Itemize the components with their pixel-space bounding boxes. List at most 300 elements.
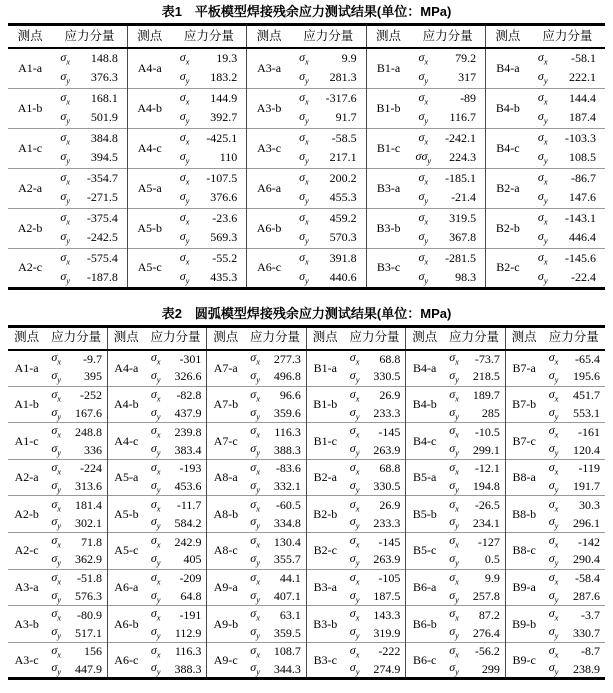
sigma-x-label: [344, 569, 366, 587]
sigma-x-label: [443, 532, 465, 550]
sigma-x-label-sub: x: [455, 649, 459, 660]
sigma-y-label-base: σ: [449, 587, 456, 602]
sigma-y-value: 453.6: [174, 479, 202, 494]
sigma-y-label-base: σ: [179, 69, 186, 84]
sigma-x-value: 200.2: [317, 168, 366, 188]
sigma-x-label: [145, 642, 167, 660]
sigma-y-label: [291, 68, 317, 88]
sigma-y-label-sub: y: [424, 195, 429, 206]
sigma-x-label: [443, 350, 465, 368]
sigma-x-value: 156: [67, 642, 107, 660]
sigma-y-label-base: σ: [51, 514, 58, 529]
sigma-x-value: -89: [436, 88, 485, 108]
sigma-x-label-base: σ: [537, 129, 544, 144]
sigma-y-value: 376.3: [90, 70, 118, 85]
sigma-y-label-sub: y: [305, 274, 309, 285]
sigma-x-label: [410, 208, 436, 228]
sigma-y-label-base: σσ: [415, 149, 428, 164]
sigma-x-label-sub: x: [305, 175, 309, 186]
sigma-x-label-sub: x: [256, 649, 260, 660]
sigma-y-label-sub: y: [355, 666, 360, 677]
sigma-x-label-base: σ: [537, 249, 544, 264]
sigma-y-label-sub: y: [554, 520, 559, 531]
sigma-y-label-sub: y: [554, 447, 559, 458]
sigma-x-value: -65.4: [575, 351, 600, 366]
sigma-y-label-base: σ: [548, 441, 555, 456]
sigma-x-label-base: σ: [60, 129, 67, 144]
column-header-point: 测点: [107, 326, 144, 350]
sigma-y-value: 276.4: [472, 625, 500, 640]
sigma-y-label-sub: y: [543, 155, 548, 166]
sigma-x-value: 26.9: [366, 496, 406, 514]
sigma-y-value: 195.6: [573, 369, 600, 384]
sigma-y-label: [145, 441, 167, 459]
measurement-point: A3-b: [247, 88, 291, 128]
sigma-x-label-sub: x: [543, 175, 548, 186]
sigma-y-label-base: σ: [60, 229, 67, 244]
sigma-y-value: 64.8: [180, 588, 202, 603]
sigma-x-label: [443, 569, 465, 587]
sigma-x-label: [291, 248, 317, 268]
sigma-x-label: [52, 208, 78, 228]
sigma-x-label-base: σ: [60, 249, 67, 264]
sigma-x-label-base: σ: [548, 386, 555, 401]
sigma-y-value: 359.5: [273, 625, 301, 640]
sigma-y-label: [244, 404, 266, 422]
sigma-y-label-base: σ: [250, 514, 257, 529]
sigma-y-label-base: σ: [449, 368, 456, 383]
sigma-y-value: 317: [458, 70, 477, 85]
sigma-x-label-sub: x: [57, 612, 62, 623]
sigma-x-label: [172, 128, 198, 148]
measurement-point: B4-b: [406, 386, 443, 423]
measurement-point: B1-c: [306, 423, 343, 460]
sigma-y-label-base: σ: [299, 69, 306, 84]
sigma-x-label: [172, 88, 198, 108]
sigma-x-label-base: σ: [51, 606, 58, 621]
sigma-y-value: -242.5: [86, 230, 118, 245]
sigma-x-value: -191: [167, 606, 207, 624]
sigma-x-label-sub: x: [256, 429, 260, 440]
sigma-y-label-base: σ: [250, 368, 257, 383]
sigma-y-label-base: σ: [150, 660, 157, 675]
measurement-point: B1-c: [366, 128, 410, 168]
sigma-y-value: 319.9: [373, 625, 401, 640]
sigma-x-label-base: σ: [150, 350, 157, 365]
sigma-y-label-sub: y: [57, 447, 62, 458]
sigma-x-label-base: σ: [449, 423, 456, 438]
sigma-x-label: [45, 532, 67, 550]
sigma-y-label: [172, 148, 198, 168]
sigma-y-label-sub: y: [305, 195, 309, 206]
sigma-x-label-base: σ: [299, 249, 306, 264]
column-header-point: 测点: [8, 25, 52, 49]
sigma-x-label: [344, 532, 366, 550]
measurement-point: B9-a: [505, 569, 542, 606]
sigma-y-label-sub: y: [455, 484, 459, 495]
sigma-x-label-sub: x: [424, 255, 429, 266]
sigma-x-label: [344, 386, 366, 404]
sigma-x-label: [443, 423, 465, 441]
sigma-x-label-base: σ: [51, 460, 58, 475]
sigma-y-value: 91.7: [335, 110, 357, 125]
sigma-y-label-base: σ: [349, 477, 356, 492]
sigma-y-label-sub: y: [66, 274, 71, 285]
sigma-x-label: [45, 606, 67, 624]
sigma-y-label: [543, 624, 565, 642]
sigma-x-value: -222: [366, 642, 406, 660]
sigma-x-label-sub: x: [424, 95, 429, 106]
sigma-x-label: [145, 496, 167, 514]
sigma-x-label-sub: x: [305, 95, 309, 106]
sigma-x-label-base: σ: [349, 386, 356, 401]
sigma-y-value: 334.8: [273, 515, 301, 530]
sigma-y-value: 302.1: [74, 515, 102, 530]
sigma-x-label: [443, 459, 465, 477]
sigma-y-label-sub: y: [156, 484, 161, 495]
sigma-y-label: [172, 108, 198, 128]
sigma-y-label: [410, 108, 436, 128]
sigma-x-value: -103.3: [556, 128, 605, 148]
sigma-x-label: [244, 569, 266, 587]
sigma-x-label: [45, 496, 67, 514]
sigma-x-label: [543, 459, 565, 477]
sigma-y-label-base: σ: [179, 268, 186, 283]
sigma-y-label: [344, 514, 366, 532]
sigma-y-value: 570.3: [329, 230, 357, 245]
sigma-x-value: -9.7: [82, 351, 102, 366]
sigma-y-label-base: σ: [51, 404, 58, 419]
sigma-y-value: 116.7: [449, 110, 477, 125]
column-header-stress: 应力分量: [410, 25, 485, 49]
sigma-y-label: [291, 108, 317, 128]
sigma-x-label: [344, 606, 366, 624]
sigma-y-label: [45, 441, 67, 459]
sigma-x-label-sub: x: [156, 356, 161, 367]
sigma-y-value: 437.9: [174, 405, 202, 420]
sigma-x-label-sub: x: [156, 429, 161, 440]
sigma-x-value: -11.7: [167, 496, 207, 514]
sigma-y-label-base: σ: [449, 624, 456, 639]
sigma-y-label-base: σ: [299, 149, 306, 164]
sigma-y-value: 362.9: [74, 552, 102, 567]
sigma-x-label: [145, 423, 167, 441]
measurement-point: A1-c: [8, 128, 52, 168]
sigma-y-label-sub: y: [554, 557, 559, 568]
measurement-point: B7-c: [505, 423, 542, 460]
measurement-point: B6-a: [406, 569, 443, 606]
sigma-y-label-sub: y: [355, 484, 360, 495]
sigma-y-label: [543, 551, 565, 569]
sigma-y-label-sub: y: [305, 75, 309, 86]
sigma-x-label: [344, 642, 366, 660]
sigma-x-label: [172, 208, 198, 228]
sigma-y-label-sub: y: [256, 520, 260, 531]
sigma-x-label: [145, 459, 167, 477]
sigma-y-label: [291, 148, 317, 168]
sigma-y-label: [344, 441, 366, 459]
sigma-x-label-base: σ: [548, 423, 555, 438]
sigma-y-value: 584.2: [174, 515, 202, 530]
sigma-y-label: [410, 148, 436, 168]
sigma-y-label-base: σ: [150, 624, 157, 639]
sigma-x-label-sub: x: [185, 135, 190, 146]
sigma-x-label-sub: x: [543, 255, 548, 266]
sigma-x-label: [344, 459, 366, 477]
column-header-stress: 应力分量: [291, 25, 366, 49]
sigma-y-label-base: σ: [449, 514, 456, 529]
sigma-x-label-sub: x: [156, 649, 161, 660]
measurement-point: B2-a: [486, 168, 530, 208]
sigma-x-label-sub: x: [156, 466, 161, 477]
sigma-x-label-base: σ: [349, 423, 356, 438]
sigma-y-label: [244, 587, 266, 605]
sigma-x-label: [244, 350, 266, 368]
column-header-point: 测点: [207, 326, 244, 350]
measurement-point: A3-c: [8, 642, 45, 679]
sigma-y-label-base: σ: [150, 404, 157, 419]
sigma-y-label-base: σ: [349, 368, 356, 383]
sigma-y-value: 299: [481, 661, 500, 676]
sigma-x-label-sub: x: [455, 503, 459, 513]
sigma-y-value: 238.9: [573, 661, 600, 676]
sigma-x-label: [530, 168, 556, 188]
sigma-x-label-base: σ: [418, 129, 425, 144]
sigma-x-label-sub: x: [185, 215, 190, 226]
sigma-x-label: [543, 386, 565, 404]
sigma-x-label-base: σ: [449, 569, 456, 584]
sigma-y-label: [244, 441, 266, 459]
measurement-point: B4-a: [486, 48, 530, 88]
sigma-x-value: -119: [565, 459, 605, 477]
sigma-y-label-base: σ: [179, 189, 186, 204]
sigma-x-label-base: σ: [449, 460, 456, 475]
sigma-y-label-sub: y: [355, 447, 360, 458]
sigma-x-label-sub: x: [424, 135, 429, 146]
sigma-x-value: 148.8: [90, 51, 118, 66]
sigma-y-label-base: σ: [179, 229, 186, 244]
sigma-x-label-base: σ: [548, 460, 555, 475]
measurement-point: B4-b: [486, 88, 530, 128]
sigma-y-label-base: σ: [150, 587, 157, 602]
sigma-y-label-base: σ: [537, 69, 544, 84]
sigma-x-label-base: σ: [150, 496, 157, 511]
measurement-point: A5-b: [127, 208, 171, 248]
sigma-x-label: [244, 642, 266, 660]
sigma-x-value: -224: [67, 459, 107, 477]
sigma-x-label-base: σ: [537, 49, 544, 64]
sigma-y-label-sub: y: [424, 115, 429, 126]
sigma-x-value: 87.2: [465, 606, 505, 624]
sigma-x-label-sub: x: [185, 56, 190, 67]
arc-model-table: [8, 325, 605, 681]
sigma-y-value: 440.6: [329, 269, 357, 284]
sigma-x-label-base: σ: [349, 642, 356, 657]
sigma-x-value: -242.1: [436, 128, 485, 148]
measurement-point: A4-a: [127, 48, 171, 88]
sigma-y-label-sub: y: [455, 447, 459, 458]
sigma-x-label-base: σ: [60, 89, 67, 104]
sigma-x-label-base: σ: [150, 642, 157, 657]
sigma-y-value: -21.4: [451, 190, 477, 205]
sigma-y-label-base: σ: [418, 229, 425, 244]
sigma-x-label-sub: x: [57, 393, 62, 404]
sigma-x-label-sub: x: [554, 539, 559, 550]
measurement-point: A7-c: [207, 423, 244, 460]
sigma-x-label-sub: x: [256, 393, 260, 404]
table1-section: [0, 3, 613, 290]
sigma-y-label-base: σ: [418, 109, 425, 124]
sigma-y-label: [530, 68, 556, 88]
sigma-y-label-base: σ: [349, 551, 356, 565]
sigma-y-label-sub: y: [185, 75, 190, 86]
column-header-stress: 应力分量: [172, 25, 247, 49]
sigma-x-label: [443, 642, 465, 660]
sigma-y-value: 388.3: [174, 661, 202, 676]
sigma-x-label-base: σ: [179, 169, 186, 184]
sigma-y-label-sub: y: [57, 593, 62, 604]
sigma-y-value: -271.5: [86, 190, 118, 205]
measurement-point: A3-a: [247, 48, 291, 88]
sigma-x-value: -58.1: [571, 51, 596, 66]
sigma-y-value: 217.1: [329, 150, 357, 165]
sigma-y-label-sub: y: [57, 484, 62, 495]
sigma-y-label-base: σ: [548, 551, 555, 565]
sigma-x-label: [145, 569, 167, 587]
sigma-y-value: 332.1: [273, 479, 301, 494]
sigma-y-value: 392.7: [210, 110, 238, 125]
sigma-y-label-sub: y: [424, 75, 429, 86]
sigma-y-label: [45, 661, 67, 679]
sigma-y-label-sub: y: [156, 411, 161, 422]
sigma-y-value: 313.6: [74, 479, 102, 494]
sigma-y-label: [543, 368, 565, 386]
sigma-x-label-sub: x: [256, 466, 260, 477]
sigma-y-label: [543, 441, 565, 459]
sigma-y-value: 187.4: [569, 110, 596, 125]
sigma-x-label-base: σ: [537, 209, 544, 224]
sigma-y-label-base: σ: [51, 368, 58, 383]
sigma-y-value: 263.9: [373, 442, 401, 457]
sigma-y-label-base: σ: [299, 109, 306, 124]
sigma-x-value: -142: [565, 532, 605, 550]
measurement-point: A4-c: [127, 128, 171, 168]
sigma-x-label-sub: x: [355, 356, 360, 367]
sigma-y-label: [410, 188, 436, 208]
sigma-y-label-sub: y: [66, 235, 71, 246]
sigma-y-value: 517.1: [74, 625, 102, 640]
sigma-x-label-base: σ: [51, 569, 58, 584]
measurement-point: A3-b: [8, 606, 45, 643]
measurement-point: B3-b: [366, 208, 410, 248]
sigma-y-label-sub: y: [66, 155, 71, 166]
sigma-x-value: 248.8: [67, 423, 107, 441]
measurement-point: A9-c: [207, 642, 244, 679]
sigma-x-label: [52, 168, 78, 188]
sigma-x-label-base: σ: [51, 533, 58, 548]
sigma-x-label-base: σ: [299, 169, 306, 184]
sigma-y-label-sub: y: [185, 155, 190, 166]
sigma-y-label-sub: y: [305, 155, 309, 166]
sigma-y-label-base: σ: [537, 189, 544, 204]
sigma-y-label-base: σ: [349, 624, 356, 639]
column-header-stress: 应力分量: [443, 326, 505, 350]
sigma-x-label-sub: x: [256, 539, 260, 550]
sigma-x-label: [543, 642, 565, 660]
sigma-y-label: [530, 228, 556, 248]
measurement-point: A4-c: [107, 423, 144, 460]
sigma-y-label-base: σ: [150, 514, 157, 529]
sigma-x-value: -252: [67, 386, 107, 404]
sigma-y-label-sub: y: [355, 630, 360, 641]
sigma-x-label: [45, 350, 67, 368]
measurement-point: A5-b: [107, 496, 144, 533]
sigma-x-label-sub: x: [554, 576, 559, 587]
sigma-y-label: [344, 404, 366, 422]
measurement-point: B1-b: [366, 88, 410, 128]
sigma-y-label-sub: y: [185, 274, 190, 285]
sigma-x-label-base: σ: [250, 423, 257, 438]
sigma-y-value: 383.4: [174, 442, 202, 457]
sigma-y-value: 187.5: [373, 588, 401, 603]
sigma-x-label: [344, 423, 366, 441]
measurement-point: B6-c: [406, 642, 443, 679]
sigma-y-label-sub: y: [156, 666, 161, 677]
sigma-x-label-sub: x: [156, 393, 161, 404]
sigma-x-label-base: σ: [150, 423, 157, 438]
sigma-x-label-base: σ: [250, 606, 257, 621]
sigma-x-label: [291, 208, 317, 228]
sigma-x-label-sub: x: [66, 215, 71, 226]
measurement-point: A2-a: [8, 459, 45, 496]
sigma-y-label-sub: y: [355, 374, 360, 385]
sigma-x-label-sub: x: [554, 612, 559, 623]
sigma-x-value: -23.6: [198, 208, 247, 228]
sigma-y-label-sub: y: [455, 374, 459, 385]
sigma-x-label-sub: x: [554, 649, 559, 660]
sigma-x-value: -209: [167, 569, 207, 587]
sigma-x-value: -10.5: [465, 423, 505, 441]
sigma-x-label: [45, 423, 67, 441]
measurement-point: A9-a: [207, 569, 244, 606]
sigma-y-label: [443, 587, 465, 605]
sigma-y-label: [410, 268, 436, 288]
sigma-x-label: [244, 606, 266, 624]
sigma-y-value: 447.9: [74, 661, 102, 676]
measurement-point: B4-c: [486, 128, 530, 168]
sigma-y-label: [291, 228, 317, 248]
sigma-y-label: [443, 514, 465, 532]
sigma-x-label-base: σ: [349, 533, 356, 548]
sigma-y-label: [443, 661, 465, 679]
sigma-y-label: [172, 68, 198, 88]
sigma-y-label: [45, 551, 67, 569]
sigma-y-label: [145, 624, 167, 642]
sigma-x-label-base: σ: [150, 606, 157, 621]
sigma-y-label-base: σ: [449, 441, 456, 456]
sigma-y-label-sub: y: [66, 115, 71, 126]
sigma-x-value: -575.4: [78, 248, 127, 268]
sigma-x-label-sub: x: [185, 175, 190, 186]
sigma-y-value: 394.5: [90, 150, 118, 165]
sigma-y-label-base: σ: [51, 587, 58, 602]
sigma-y-label-base: σ: [548, 660, 555, 675]
flat-plate-model-table: [8, 23, 605, 290]
sigma-x-label-base: σ: [418, 49, 425, 64]
sigma-x-label-base: σ: [51, 350, 58, 365]
sigma-x-label-base: σ: [179, 209, 186, 224]
sigma-x-label-sub: x: [455, 576, 459, 587]
